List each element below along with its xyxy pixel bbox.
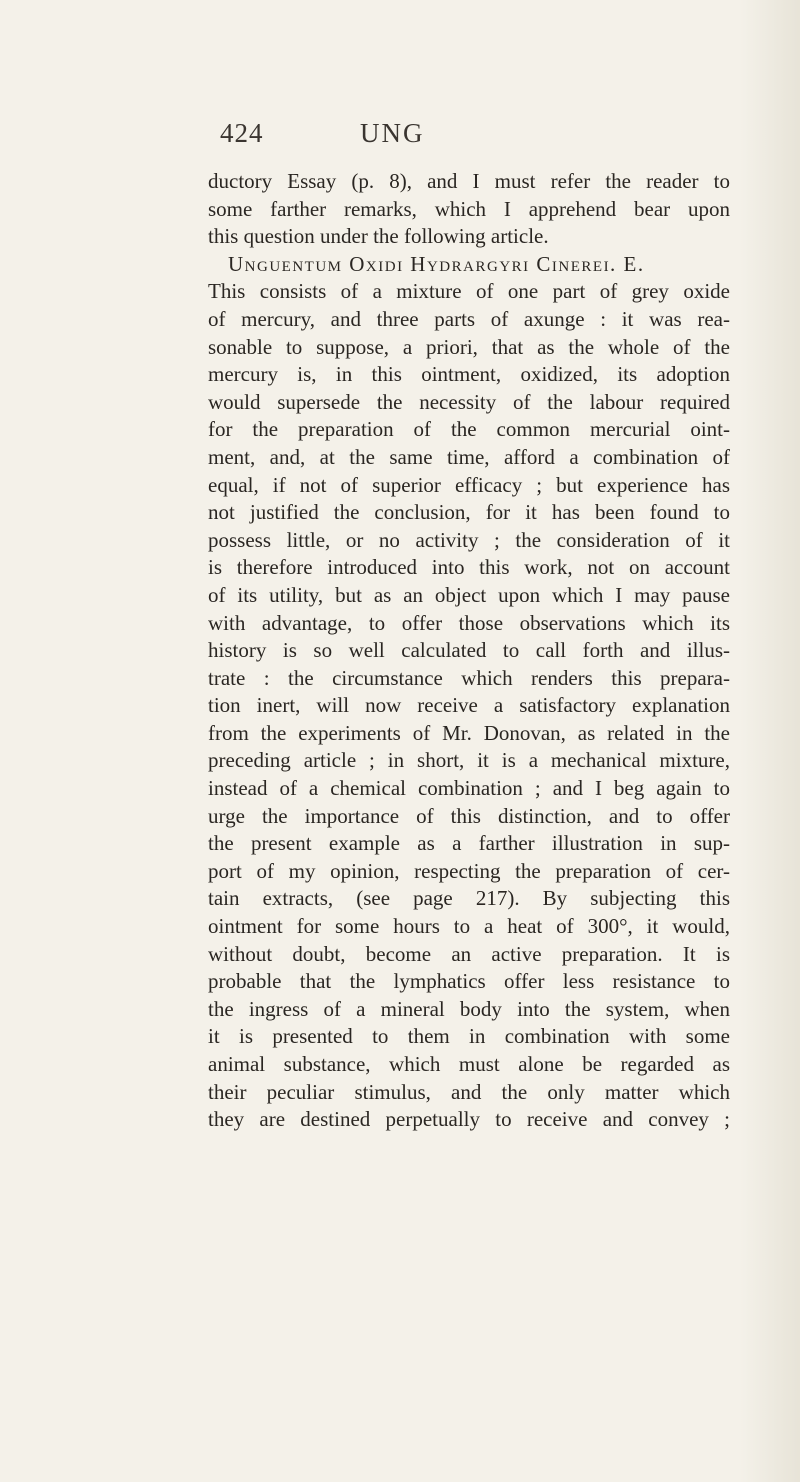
running-head: UNG bbox=[360, 118, 425, 148]
text-line: urge the importance of this distinction, and to offer bbox=[208, 803, 730, 828]
text-line: tain extracts, (see page 217). By subjecting this bbox=[208, 886, 730, 911]
text-line: this question under the following article. bbox=[208, 224, 549, 249]
text-line: animal substance, which must alone be regarded as bbox=[208, 1052, 730, 1076]
text-line: port of my opinion, respecting the preparation of cer- bbox=[208, 858, 730, 883]
text-line: ointment for some hours to a heat of 300°, it would, bbox=[208, 914, 730, 939]
page-header bbox=[0, 118, 800, 158]
text-line: instead of a chemical combination ; and I beg again to bbox=[208, 776, 730, 801]
text-line: would supersede the necessity of the labour required bbox=[208, 389, 730, 414]
text-line: probable that the lymphatics offer less resistance to bbox=[208, 969, 730, 994]
text-line: possess little, or no activity ; the consideration of it bbox=[208, 527, 730, 552]
text-line: not justified the conclusion, for it has been found to bbox=[208, 500, 730, 525]
text-line: some farther remarks, which I apprehend bear upon bbox=[208, 196, 730, 221]
text-line: sonable to suppose, a priori, that as the whole of the bbox=[208, 334, 730, 359]
text-line: trate : the circumstance which renders this prepara- bbox=[208, 665, 730, 690]
text-line: preceding article ; in short, it is a mechanical mixture, bbox=[208, 748, 730, 773]
text-line: of its utility, but as an object upon which I may pause bbox=[208, 582, 730, 607]
text-line: This consists of a mixture of one part of grey oxide bbox=[208, 279, 730, 304]
text-line: mercury is, in this ointment, oxidized, its adoption bbox=[208, 362, 730, 387]
text-line: from the experiments of Mr. Donovan, as related in the bbox=[208, 720, 730, 745]
body-text bbox=[208, 168, 730, 1134]
page-number: 424 bbox=[220, 118, 264, 148]
text-line: they are destined perpetually to receive and convey ; bbox=[208, 1107, 730, 1132]
text-line: equal, if not of superior efficacy ; but experience has bbox=[208, 472, 730, 497]
text-line: is therefore introduced into this work, not on account bbox=[208, 555, 730, 580]
text-line: the present example as a farther illustration in sup- bbox=[208, 831, 730, 856]
text-line: for the preparation of the common mercurial oint- bbox=[208, 417, 730, 442]
text-line: tion inert, will now receive a satisfactory explanation bbox=[208, 693, 730, 718]
text-line: their peculiar stimulus, and the only matter which bbox=[208, 1079, 730, 1104]
text-line: it is presented to them in combination with some bbox=[208, 1024, 730, 1049]
text-line: history is so well calculated to call forth and illus- bbox=[208, 638, 730, 663]
text-line: ment, and, at the same time, afford a combination of bbox=[208, 444, 730, 469]
page-edge-shadow bbox=[740, 0, 800, 1482]
text-line: without doubt, become an active preparation. It is bbox=[208, 941, 730, 966]
text-line: of mercury, and three parts of axunge : it was rea- bbox=[208, 306, 730, 331]
text-line: the ingress of a mineral body into the system, when bbox=[208, 996, 730, 1021]
article-heading: Unguentum Oxidi Hydrargyri Cinerei. E. bbox=[228, 251, 645, 276]
text-line: with advantage, to offer those observations which its bbox=[208, 610, 730, 635]
text-line: ductory Essay (p. 8), and I must refer the reader to bbox=[208, 169, 730, 193]
